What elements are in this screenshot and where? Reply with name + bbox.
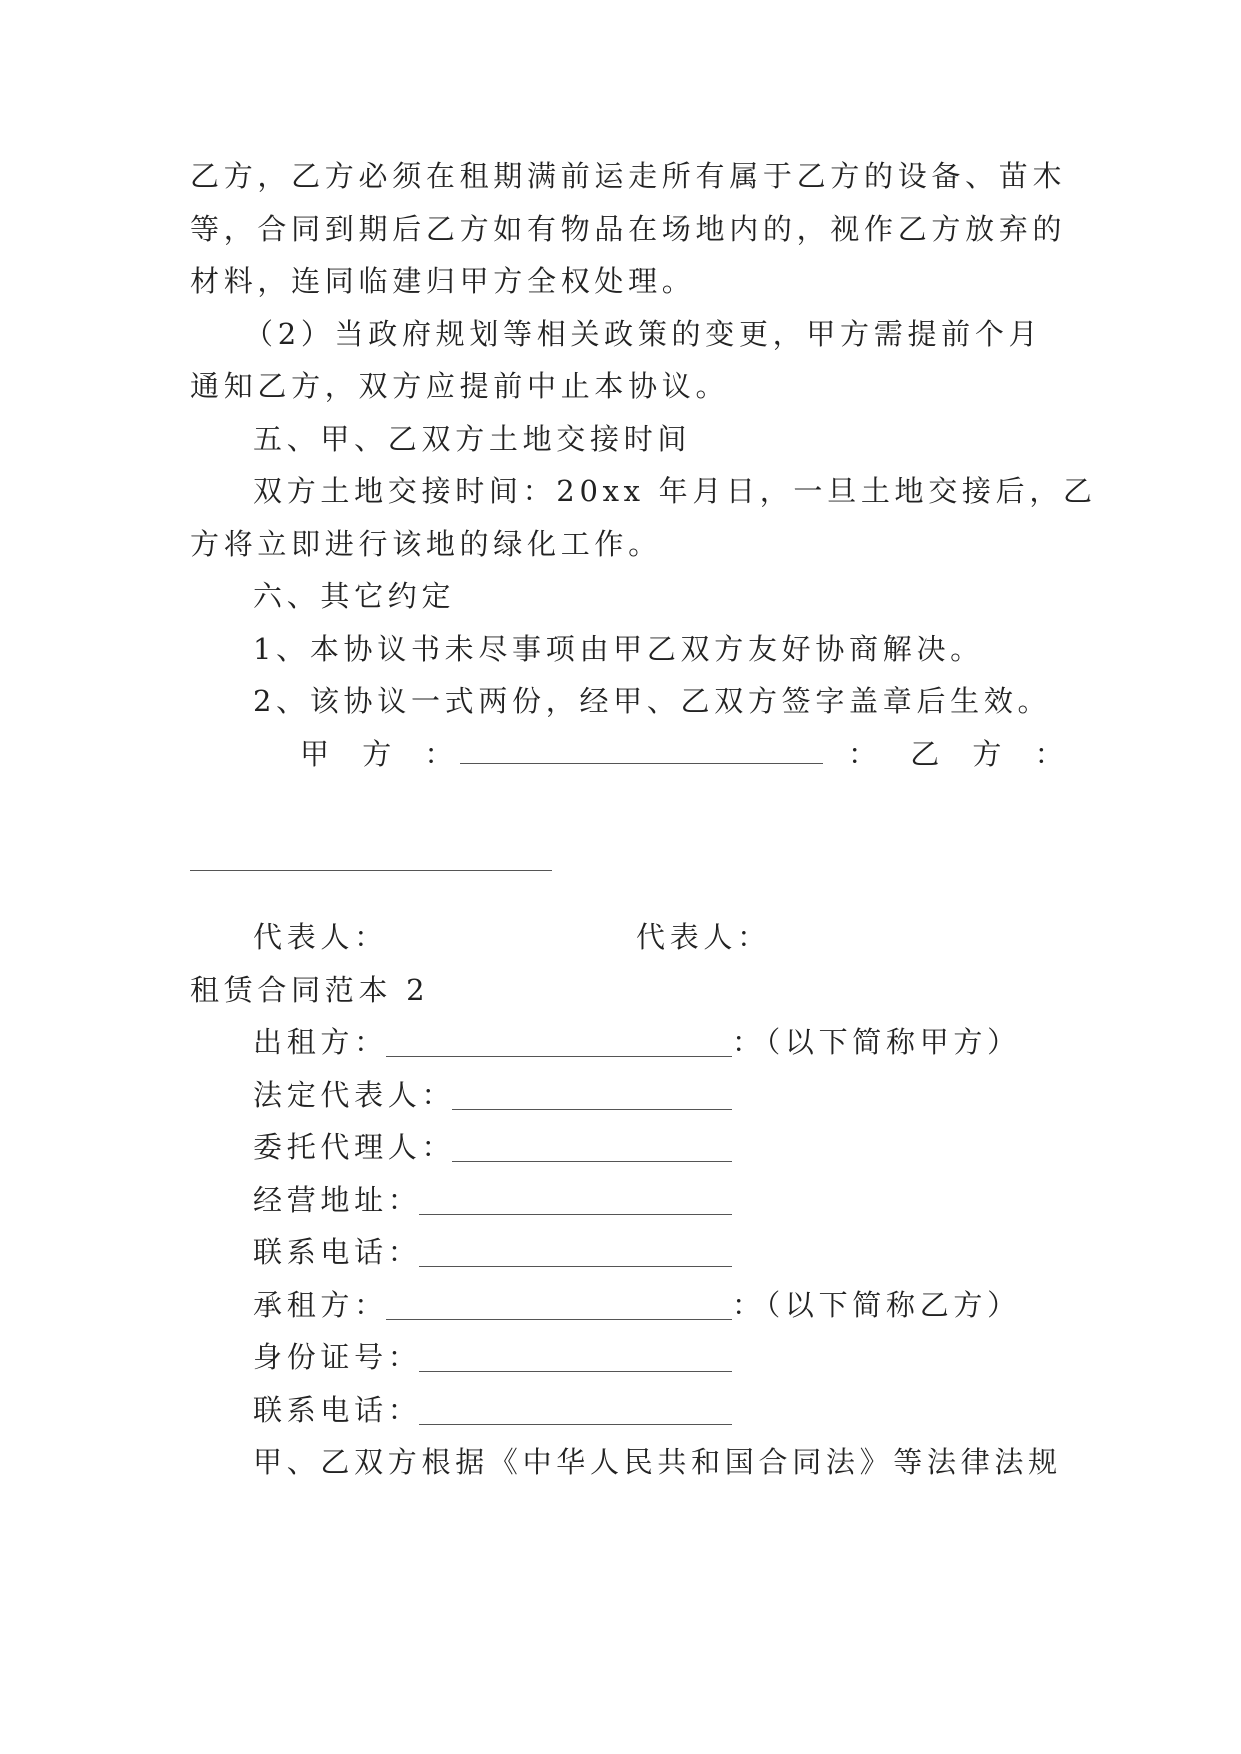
lessor-blank (386, 1028, 732, 1057)
list-item: 1、本协议书未尽事项由甲乙双方友好协商解决。 (253, 632, 984, 666)
id-number-label: 身份证号： (253, 1340, 422, 1374)
paragraph-line: 甲、乙双方根据《中华人民共和国合同法》等法律法规 (253, 1445, 1062, 1479)
representative-a-label: 代表人： (253, 920, 388, 954)
representative-b-label: 代表人： (636, 920, 771, 954)
paragraph-line: 材料，连同临建归甲方全权处理。 (190, 264, 696, 298)
paragraph-line: 等，合同到期后乙方如有物品在场地内的，视作乙方放弃的 (190, 212, 1067, 246)
lessee-suffix: ：（以下简称乙方） (732, 1288, 1021, 1322)
paragraph-line: 乙方，乙方必须在租期满前运走所有属于乙方的设备、苗木 (190, 159, 1067, 193)
address-label: 经营地址： (253, 1183, 422, 1217)
paragraph-line: 通知乙方，双方应提前中止本协议。 (190, 369, 730, 403)
party-b-signature-blank (190, 868, 552, 871)
phone-label: 联系电话： (253, 1235, 422, 1269)
lessor-suffix: ：（以下简称甲方） (732, 1025, 1021, 1059)
legal-rep-label: 法定代表人： (253, 1078, 456, 1112)
paragraph-line: 方将立即进行该地的绿化工作。 (190, 527, 662, 561)
id-number-blank (419, 1343, 732, 1372)
legal-rep-blank (452, 1081, 732, 1110)
agent-blank (452, 1133, 732, 1162)
section-heading: 五、甲、乙双方土地交接时间 (253, 422, 692, 456)
phone-label: 联系电话： (253, 1393, 422, 1427)
lessee-blank (386, 1291, 732, 1320)
list-item: 2、该协议一式两份，经甲、乙双方签字盖章后生效。 (253, 684, 1052, 718)
agent-label: 委托代理人： (253, 1130, 456, 1164)
party-a-signature-label: 甲 方 ： (300, 737, 466, 771)
party-b-signature-label: ： 乙 方 ： (848, 737, 1076, 771)
phone-blank (419, 1238, 732, 1267)
section-title: 租赁合同范本 2 (190, 973, 430, 1007)
section-heading: 六、其它约定 (253, 579, 456, 613)
party-a-signature-blank (460, 737, 823, 764)
lessee-label: 承租方： (253, 1288, 388, 1322)
address-blank (419, 1186, 732, 1215)
lessor-label: 出租方： (253, 1025, 388, 1059)
phone-blank (419, 1396, 732, 1425)
paragraph-line: （2）当政府规划等相关政策的变更，甲方需提前个月 (244, 317, 1043, 351)
paragraph-line: 双方土地交接时间：20xx 年月日，一旦土地交接后，乙 (253, 474, 1097, 508)
